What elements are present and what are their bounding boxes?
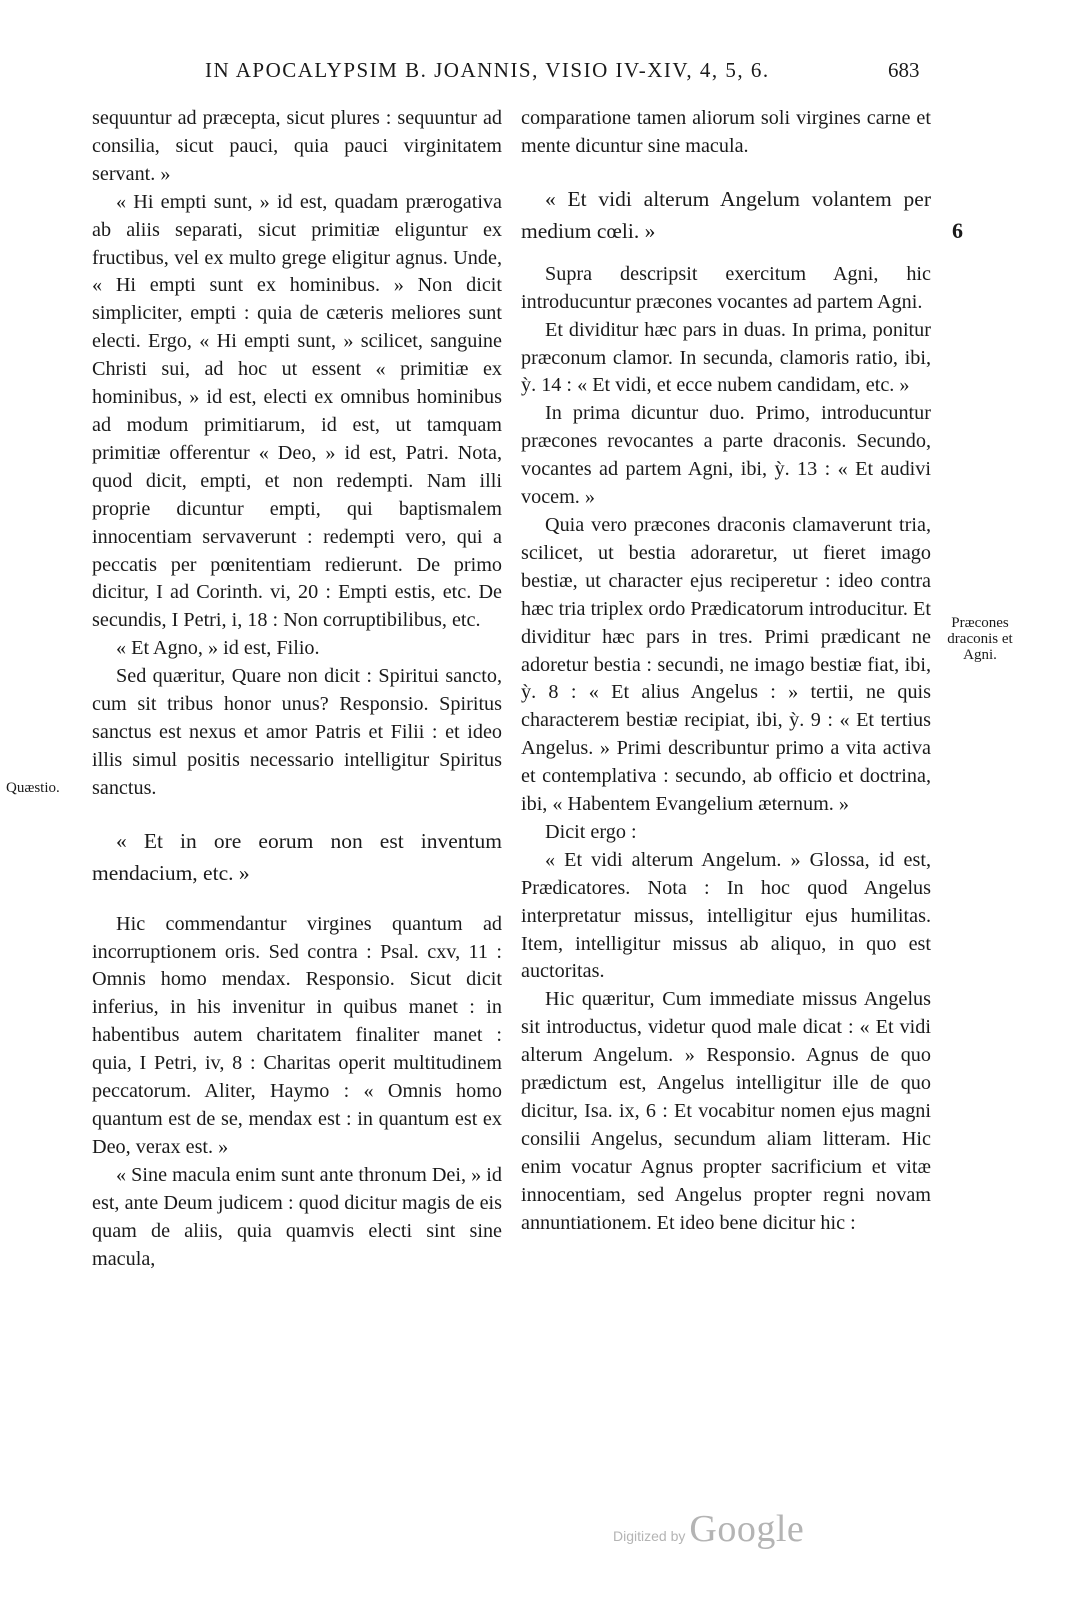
watermark-prefix: Digitized by (613, 1528, 686, 1544)
paragraph: sequuntur ad præcepta, sicut plures : sequuntur ad consilia, sicut pauci, quia pauci virginitatem servant. » (92, 107, 502, 185)
paragraph: « Et vidi alterum Angelum. » Glossa, id est, Prædicatores. Nota : In hoc quod Angelus interpretatur missus, intelligitur ejus humilitas. Item, intelligitur missus ab aliquo, in quo est auctoritas. (521, 848, 931, 983)
lemma-heading: « Et vidi alterum Angelum volantem per medium cœli. » (521, 186, 931, 243)
paragraph: Dicit ergo : (545, 820, 637, 843)
running-title: IN APOCALYPSIM B. JOANNIS, VISIO IV-XIV, 4, 5, 6. (205, 58, 770, 82)
paragraph: comparatione tamen aliorum soli virgines carne et mente dicuntur sine macula. (521, 107, 931, 157)
paragraph: Hic quæritur, Cum immediate missus Angelus sit introductus, videtur quod male dicat : « Et vidi alterum Angelum. » Responsio. Agnus de quo prædictum est, Angelus intelligitur ille de quo dicitur, Isa. ix, 6 : Et vocabitur nomen ejus magni consilii Angelus, secundum aliam litteram. Hic enim vocatur Agnus propter sacrificium et vitæ innocentiam, sed Angelus propter regni novam annuntiationem. Et ideo bene dicitur hic : (521, 988, 931, 1234)
paragraph: Supra descripsit exercitum Agni, hic introducuntur præcones vocantes ad partem Agni. (521, 262, 931, 313)
margin-note-praecones: Præcones draconis et Agni. (947, 615, 1013, 663)
paragraph: Hic commendantur virgines quantum ad incorruptionem oris. Sed contra : Psal. cxv, 11 : Omnis homo mendax. Responsio. Sicut dicit inferius, in his invenitur in quibus manet : in habentibus autem charitatem finaliter manet : quia, I Petri, iv, 8 : Charitas operit multitudinem peccatorum. Aliter, Haymo : « Omnis homo quantum est de se, mendax est : in quantum est ex Deo, verax est. » (92, 912, 502, 1158)
paragraph: « Sine macula enim sunt ante thronum Dei, » id est, ante Deum judicem : quod dicitur magis de eis quam de aliis, quia quamvis electi sint sine macula, (92, 1163, 502, 1270)
paragraph: Quia vero præcones draconis clamaverunt tria, scilicet, ut bestia adoraretur, ut fieret imago bestiæ, ut character ejus reciperetur : ideo contra hæc tria triplex ordo Prædicatorum introducitur. Et dividitur hæc pars in tres. Primi prædicant ne adoretur bestia : secundi, ne imago bestiæ fiat, ibi, ỳ. 8 : « Et alius Angelus : » tertii, ne quis characterem bestiæ recipiat, ibi, ỳ. 9 : « Et tertius Angelus. » Primi describuntur primo a vita activa et contemplativa : secundo, ab officio et doctrina, ibi, « Habentem Evangelium æternum. » (521, 513, 931, 816)
paragraph: Et dividitur hæc pars in duas. In prima, ponitur præconum clamor. In secunda, clamoris ratio, ibi, ỳ. 14 : « Et vidi, et ecce nubem candidam, etc. » (521, 318, 931, 397)
right-column (521, 105, 931, 1238)
page-header (0, 58, 1070, 88)
paragraph: « Et Agno, » id est, Filio. (116, 637, 320, 660)
paragraph: In prima dicuntur duo. Primo, introducuntur præcones revocantes a parte draconis. Secundo, vocantes ad partem Agni, ibi, ỳ. 13 : « Et audivi vocem. » (521, 402, 931, 509)
page-number: 683 (888, 58, 920, 82)
google-logo: Google (689, 1508, 805, 1550)
margin-verse-number: 6 (952, 218, 963, 243)
digitized-watermark (613, 1507, 804, 1551)
paragraph: Sed quæritur, Quare non dicit : Spiritui sancto, cum sit tribus honor unus? Responsio. Spiritus sanctus est nexus et amor Patris et Filii : et ideo illis simul positis necessario intelligitur Spiritus sanctus. (92, 665, 502, 799)
lemma-heading: « Et in ore eorum non est inventum mendacium, etc. » (92, 828, 502, 885)
left-column (92, 105, 502, 1273)
margin-note-quaestio: Quæstio. (6, 780, 60, 796)
paragraph: « Hi empti sunt, » id est, quadam prærogativa ab aliis separati, sicut primitiæ eliguntur ex fructibus, vel ex multo grege eligitur agnus. Unde, « Hi empti sunt ex hominibus. » Non dicit simpliciter, empti : quia de cæteris meliores sunt electi. Ergo, « Hi empti sunt, » scilicet, sanguine Christi sui, ad hoc ut essent « primitiæ ex hominibus, » id est, electi ex omnibus hominibus ad modum primitiarum, id est, ut tamquam primitiæ offerentur « Deo, » id est, Patri. Nota, quod dicit, empti, et non redempti. Nam illi proprie dicuntur empti, qui baptismalem innocentiam servaverunt : redempti vero, qui a peccatis per pœnitentiam redierunt. De primo dicitur, I ad Corinth. vi, 20 : Empti estis, etc. De secundis, I Petri, i, 18 : Non corruptibilibus, etc. (92, 190, 502, 632)
